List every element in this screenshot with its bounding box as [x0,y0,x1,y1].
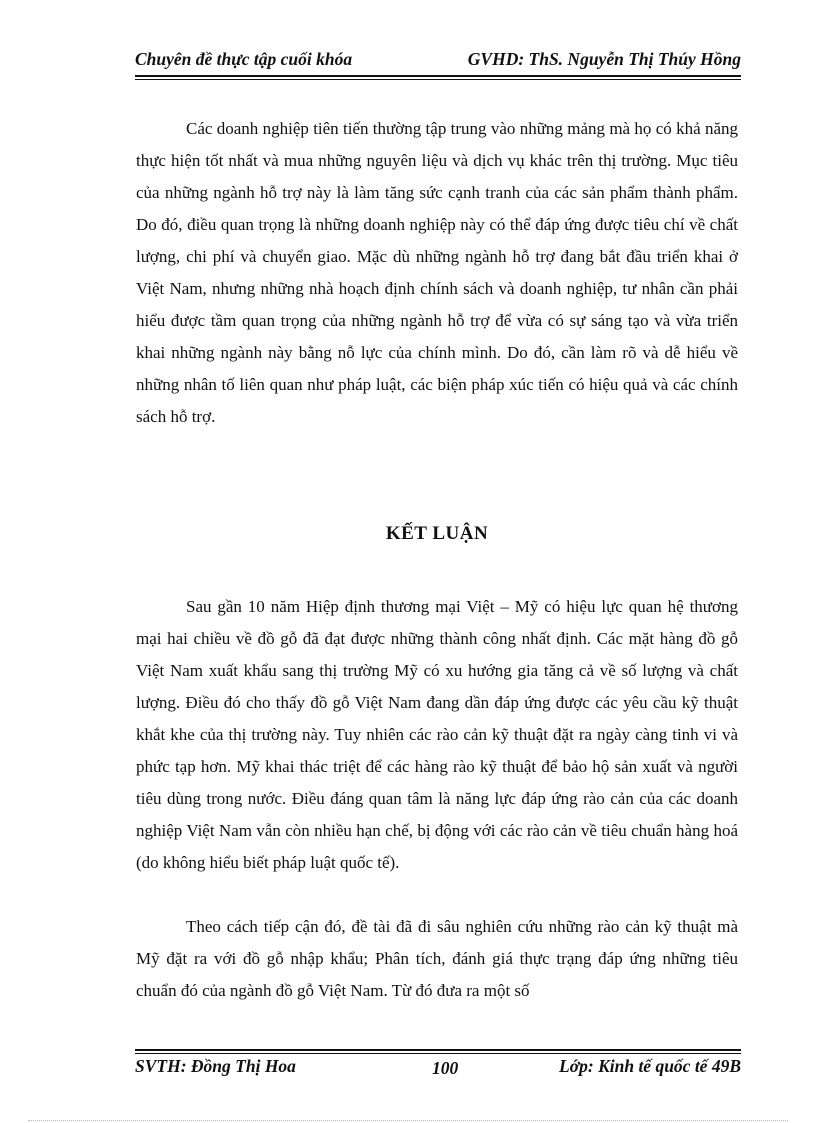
section-heading: KẾT LUẬN [385,523,489,544]
body-paragraph-1: Các doanh nghiệp tiên tiến thường tập trung vào những mảng mà họ có khả năng thực hiện tốt nhất và mua những nguyên liệu và dịch vụ khác trên thị trường. Mục tiêu của những ngành hỗ trợ này là làm tăng sức cạnh tranh của các sản phẩm thành phẩm. Do đó, điều quan trọng là những doanh nghiệp này có thể đáp ứng được tiêu chí về chất lượng, chi phí và chuyển giao. Mặc dù những ngành hỗ trợ đang bắt đầu triển khai ở Việt Nam, nhưng những nhà hoạch định chính sách và doanh nghiệp, tư nhân cần phải hiểu được tầm quan trọng của những ngành hỗ trợ để vừa có sự sáng tạo và vừa triển khai những ngành này bằng nỗ lực của chính mình. Do đó, cần làm rõ và dễ hiểu về những nhân tố liên quan như pháp luật, các biện pháp xúc tiến có hiệu quả và các chính sách hỗ trợ. [136,119,738,426]
page-number: 100 [432,1058,459,1078]
page-footer [135,1054,741,1082]
body-paragraph-3: Theo cách tiếp cận đó, đề tài đã đi sâu nghiên cứu những rào cản kỹ thuật mà Mỹ đặt ra với đồ gỗ nhập khẩu; Phân tích, đánh giá thực trạng đáp ứng những tiêu chuẩn đó của ngành đồ gỗ Việt Nam. Từ đó đưa ra một số [136,917,738,1000]
footer-student: SVTH: Đồng Thị Hoa [135,1056,296,1076]
footer-rule [135,1049,741,1051]
header-advisor: GVHD: ThS. Nguyễn Thị Thúy Hồng [467,49,741,69]
header-rule-thin [135,79,741,80]
body-paragraph-2: Sau gần 10 năm Hiệp định thương mại Việt – Mỹ có hiệu lực quan hệ thương mại hai chiều về đồ gỗ đã đạt được những thành công nhất định. Các mặt hàng đồ gỗ Việt Nam xuất khẩu sang thị trường Mỹ có xu hướng gia tăng cả về số lượng và chất lượng. Điều đó cho thấy đồ gỗ Việt Nam đang dần đáp ứng được các yêu cầu kỹ thuật khắt khe của thị trường này. Tuy nhiên các rào cản kỹ thuật đặt ra ngày càng tinh vi và phức tạp hơn. Mỹ khai thác triệt để các hàng rào kỹ thuật để bảo hộ sản xuất và người tiêu dùng trong nước. Điều đáng quan tâm là năng lực đáp ứng rào cản của các doanh nghiệp Việt Nam vẫn còn nhiều hạn chế, bị động với các rào cản về tiêu chuẩn hàng hoá (do không hiểu biết pháp luật quốc tế). [136,597,738,872]
footer-class: Lớp: Kinh tế quốc tế 49B [559,1056,741,1076]
header-rule [135,75,741,77]
page-bottom-divider [28,1120,788,1121]
page-header [135,49,741,75]
header-topic: Chuyên đề thực tập cuối khóa [135,49,353,69]
